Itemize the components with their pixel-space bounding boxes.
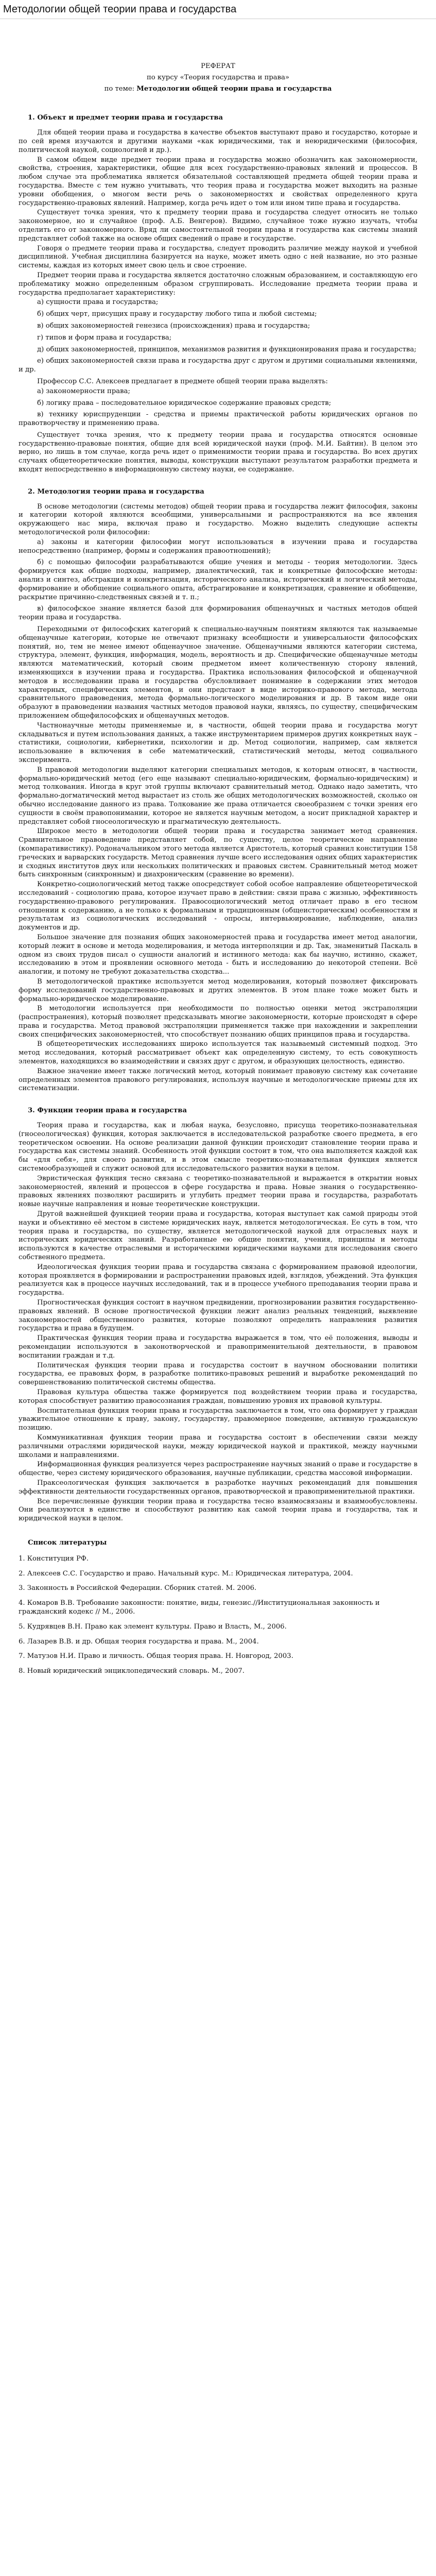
paragraph: Прогностическая функция состоит в научном предвидении, прогнозировании развития государственно-правовых явлений. В основе прогностической функции лежит анализ реальных тенденций, выявление закономерностей общественного развития, которые позволяют определить направления развития государства и права в будущем. [19, 1299, 417, 1333]
list-item: а) законы и категории философии могут использоваться в изучении права и государства непосредственно (например, формы и содержания правоотношений); [19, 538, 417, 555]
paragraph: Практическая функция теории права и государства выражается в том, что её положения, выводы и рекомендации используются в законотворческой и правоприменительной деятельности, в правовом воспитании граждан и т.д. [19, 1334, 417, 1360]
paragraph: Важное значение имеет также логический метод, который понимает правовую систему как сочетание определенных элементов правового регулирования, используя научные и методологические приемы для их систематизации. [19, 1067, 417, 1093]
paragraph: Для общей теории права и государства в качестве объектов выступают право и государство, которые и по сей время изучаются и другими науками «как юридическими, так и неюридическими (философия, политической наукой, социологией и др.). [19, 129, 417, 154]
page-title: Методологии общей теории права и государства [3, 4, 237, 15]
paragraph: Все перечисленные функции теории права и государства тесно взаимосвязаны и взаимообусловлены. Они реализуются в единстве и способствуют развитию как самой теории права и государства, так и юридической науки в целом. [19, 1497, 417, 1523]
paragraph: Предмет теории права и государства является достаточно сложным образованием, и составляющую его проблематику можно определенным образом сгруппировать. Исследование предмета теории права и государства предполагает характеристику: [19, 271, 417, 297]
sections-container [19, 114, 417, 1523]
paragraph: Частнонаучные методы применяемые и, в частности, общей теории права и государства могут складываться и путем использования данных, а также инструментарием примеров других конкретных наук – статистики, социологии, кибернетики, психологии и др. Метод социологии, например, сам является использование в включения в себе математический, статистический методы, метод социального эксперимента. [19, 721, 417, 764]
list-item: в) технику юриспруденции - средства и приемы практической работы юридических органов по правотворчеству и применению права. [19, 411, 417, 428]
cover-topic-prefix: по теме: [104, 84, 135, 93]
section-heading: 1. Объект и предмет теории права и государства [28, 114, 223, 122]
paragraph: Другой важнейшей функцией теории права и государства, которая выступает как самой природы этой науки и объективно её местом в системе юридических наук, является методологическая. Ее суть в том, что теория права и государства, по существу, является методологической наукой для отраслевых наук и исторических юридических знаний. Разработанные ею общие понятия, учения, принципы и методы используются в качестве отраслевыми и историческими юридическими науками для исследования своего собственного предмета. [19, 1210, 417, 1262]
paragraph: Переходными от философских категорий к специально-научным понятиям являются так называемые общенаучные категории, которые не отвечают признаку всеобщности и универсальности философских понятий, но, тем не менее имеют общенаучное значение. Общенаучными являются категории система, структура, элемент, функция, информация, модель, вероятность и др. Специфические общенаучные методы являются математический, который своим предметом имеет количественную сторону явлений, изменяющихся в изучении права и государства. Практика использования философской и общенаучной методов в исследовании права и государства обусловливает понимание в содержании этих методов характерных, специфических элементов, и они предстают в виде историко-правового метода, метода сравнительного правоведения, метода формально-логического моделирования и др. В таком виде они образуют в правоведении названия частных методов правовой науки, являясь, по существу, специфическим приложением общефилософских и общенаучных методов. [19, 625, 417, 720]
reference-item: 8. Новый юридический энциклопедический словарь. М., 2007. [19, 1667, 245, 1675]
paragraph: Воспитательная функция теории права и государства заключается в том, что она формирует у граждан уважительное отношение к праву, закону, государству, правомерное поведение, активную гражданскую позицию. [19, 1406, 417, 1432]
cover-course: по курсу «Теория государства и права» [146, 73, 290, 81]
reference-item: 6. Лазарев В.В. и др. Общая теория государства и права. М., 2004. [19, 1637, 259, 1646]
cover-topic-line [19, 85, 417, 94]
reference-item: 3. Законность в Российской Федерации. Сборник статей. М. 2006. [19, 1584, 257, 1592]
paragraph: Эвристическая функция тесно связана с теоретико-познавательной и выражается в открытии новых закономерностей, явлений и процессов в сфере государства и права. Новые знания о государственно-правовых явлениях позволяют расширить и углубить предмет теории права и государства, разработать новые научные направления и новые теоретические конструкции. [19, 1174, 417, 1209]
list-item: б) логику права – последовательное юридическое содержание правовых средств; [37, 399, 332, 407]
list-item: б) общих черт, присущих праву и государству любого типа и любой системы; [37, 310, 317, 318]
paragraph: Идеологическая функция теории права и государства связана с формированием правовой идеологии, которая проявляется в формировании и распространении правовых идей, взглядов, убеждений. Эта функция реализуется как в процессе научных исследований, так и в процессе учебного преподавания теории права и государства. [19, 1263, 417, 1297]
list-item: б) с помощью философии разрабатываются общие учения и методы - теория методологии. Здесь формируется как общие подходы, например, диалектический, так и конкретные философские методы: анализ и синтез, абстракция и конкретизация, исторического анализа, исторический и логический методы, формирование и обобщение социального опыта, абстрагирование и конкретизация, сравнение и обобщение, раскрытие причинно-следственных связей и т. п.; [19, 558, 417, 601]
paragraph: Широкое место в методологии общей теории права и государства занимает метод сравнения. Сравнительное правоведение представляет собой, по существу, целое теоретическое направление (компаративистику). Родоначальником этого метода является Аристотель, который сравнил конституции 158 греческих и варварских государств. Метод сравнения лучше всего исследования одних общих характеристик и сходных институтов двух или нескольких политических и правовых систем. Сравнительный метод может быть синхронным (синхронным) и диахроническим (сравнение во времени). [19, 827, 417, 879]
paragraph: Коммуникативная функция теории права и государства состоит в обеспечении связи между различными отраслями юридической науки, между юридической наукой и практикой, между научными школами и направлениями. [19, 1433, 417, 1459]
paragraph: Политическая функция теории права и государства состоит в научном обосновании политики государства, ее правовых форм, в разработке политико-правовых решений и выработке рекомендаций по совершенствованию политической системы общества. [19, 1361, 417, 1387]
reference-item: 4. Комаров В.В. Требование законности: понятие, виды, генезис.//Институциональная законность и гражданский кодекс // М., 2006. [19, 1599, 380, 1616]
references-title: Список литературы [28, 1538, 107, 1547]
section-heading: 2. Методология теории права и государства [28, 487, 204, 496]
paragraph: Праксеологическая функция заключается в разработке научных рекомендаций для повышения эффективности деятельности государственных органов, правотворческой и правоприменительной практики. [19, 1479, 417, 1496]
paragraph: Большое значение для познания общих закономерностей права и государства имеет метод аналогии, который лежит в основе и метода моделирования, и метода интерполяции и др. Так, знаменитый Паскаль в одном из своих трудов писал о сущности аналогий и истинного метода: как бы научно, истинно, скажет, исследованию в этом и проявлении основного метода - быть и исследованию до некоторой степени. Всё аналогии, и потому не требуют доказательства сходства... [19, 933, 417, 976]
paragraph: Теория права и государства, как и любая наука, безусловно, присуща теоретико-познавательная (гносеологическая) функция, которая заключается в исследовательской разработке своего предмета, в его теоретическом освоении. На основе реализации данной функции происходит становление теории права и государства как системы знаний. Особенность этой функции состоит в том, что она выполняется каждой как бы «для себя», для своего развития, и в этом смысле теоретико-познавательная функция является системообразующей и служит основой для исследовательского развития науки в целом. [19, 1122, 417, 1173]
paragraph: В самом общем виде предмет теории права и государства можно обозначить как закономерности, свойства, строения, характеристики, общие для всех государственно-правовых явлений и процессов. В любом случае эта проблематика является обязательной составляющей предмета общей теории права и государства. Вместе с тем нужно учитывать, что теория права и государства может выходить на разные уровни обобщения, о многом вести речь о закономерностях и свойствах определенного круга государственно-правовых явлений. Например, когда речь идет о том или ином типе права и государства. [19, 156, 417, 207]
list-item: е) общих закономерностей связи права и государства друг с другом и другими социальными явлениями, и др. [19, 357, 417, 374]
references-list [19, 1555, 417, 1676]
reference-item: 1. Конституция РФ. [19, 1554, 89, 1563]
reference-item: 7. Матузов Н.И. Право и личность. Общая теория права. Н. Новгород, 2003. [19, 1652, 293, 1660]
paragraph: В методологической практике используется метод моделирования, который позволяет фиксировать форму исследований государственно-правовых и других элементов. В этом плане тоже может быть и формально-юридическое моделирование. [19, 977, 417, 1003]
reference-item: 2. Алексеев С.С. Государство и право. Начальный курс. М.: Юридическая литература, 2004. [19, 1569, 353, 1578]
list-item: г) типов и форм права и государства; [37, 333, 172, 342]
document-body [0, 62, 436, 1676]
paragraph: В правовой методологии выделяют категории специальных методов, к которым относят, в частности, формально-юридический метод (его еще называют специально-юридическим, формально-юридическим) и метод толкования. Иногда в круг этой группы включают сравнительный метод. Однако надо заметить, что формально-догматический метод вырастает из столь же общих методологических возможностей, сколько он обычно исследование данного из права. Толкование же права отличается своеобразием с точки зрения его сущности в своём правопонимании, которое не является научным методом, а носит прикладной характер и представляет собой гносеологическую и прагматическую деятельность. [19, 766, 417, 826]
paragraph: Конкретно-социологический метод также опосредствует собой особое направление общетеоретической исследований - социологию права, которое изучает право в действии: связи права с жизнью, эффективность государственно-правового регулирования. Правосоциологический метод отличает право в его тесном отношении к содержанию, а не только к формальным и традиционным (общеисторическим) особенностям и результатам из социологических исследований - опросы, интервьюирование, наблюдение, анализ документов и др. [19, 880, 417, 932]
paragraph: Информационная функция реализуется через распространение научных знаний о праве и государстве в обществе, через систему юридического образования, научные публикации, средства массовой информации. [19, 1461, 417, 1478]
list-item: д) общих закономерностей, принципов, механизмов развития и функционирования права и государства; [37, 345, 416, 353]
paragraph: Существует точка зрения, что к предмету теории права и государства следует относить не только закономерное, но и случайное (проф. А.Б. Венгеров). Видимо, случайное тоже нужно изучать, чтобы отделить его от закономерного. Вряд ли самостоятельной теории права и государства как системы знаний представляет собой также на основе общих сведений о праве и государстве. [19, 209, 417, 243]
cover-topic: Методологии общей теории права и государства [136, 84, 332, 93]
paragraph: В общетеоретических исследованиях широко используется так называемый системный подход. Это метод исследования, который рассматривает объект как определенную систему, то есть совокупность элементов, находящихся во взаимодействии и связях друг с другом, и образующих целостность, единство. [19, 1040, 417, 1066]
cover-kind: РЕФЕРАТ [201, 62, 235, 70]
list-item: а) закономерности права; [37, 387, 130, 395]
list-item: в) философское знание является базой для формирования общенаучных и частных методов общей теории права и государства. [19, 605, 417, 622]
reference-item: 5. Кудрявцев В.Н. Право как элемент культуры. Право и Власть, М., 2006. [19, 1622, 287, 1631]
section-heading: 3. Функции теории права и государства [28, 1107, 187, 1115]
paragraph: Существует точка зрения, что к предмету теории права и государства относятся основные государственно-правовые понятия, общие для всей юридической науки (проф. М.И. Байтин). В целом это верно, но лишь в том случае, когда речь идет о применимости теории права и государства. Во всех других случаях общетеоретические понятия, выводы, конструкции выступают результатом разработки предмета и входят непосредственно в информационную систему науки, ее содержание. [19, 431, 417, 474]
paragraph: Говоря о предмете теории права и государства, следует проводить различие между наукой и учебной дисциплиной. Учебная дисциплина базируется на науке, может иметь одно с ней название, но это разные системы, каждая из которых имеет свою цель и свое строение. [19, 244, 417, 270]
paragraph: Правовая культура общества также формируется под воздействием теории права и государства, которая способствует развитию правосознания граждан, повышению уровня их правовой культуры. [19, 1388, 417, 1405]
list-item: в) общих закономерностей генезиса (происхождения) права и государства; [37, 321, 310, 330]
list-item: а) сущности права и государства; [37, 298, 159, 307]
paragraph: Профессор С.С. Алексеев предлагает в предмете общей теории права выделять: [37, 377, 328, 385]
paragraph: В основе методологии (системы методов) общей теории права и государства лежит философия, законы и категории которой являются всеобщими, универсальными и распространяются на все явления окружающего нас мира, включая право и государство. Можно выделить следующие аспекты методологической роли философии: [19, 502, 417, 537]
cover-block [19, 62, 417, 93]
paragraph: В методологии используется при необходимости по полностью оценки метод экстраполяции (распространения), который позволяет предсказывать многие закономерности, которые происходят в сфере права и государства. Метод правовой экстраполяции применяется также при нахождении и закреплении своих специфических закономерностей, что способствует познанию общих принципов права и государства. [19, 1005, 417, 1039]
